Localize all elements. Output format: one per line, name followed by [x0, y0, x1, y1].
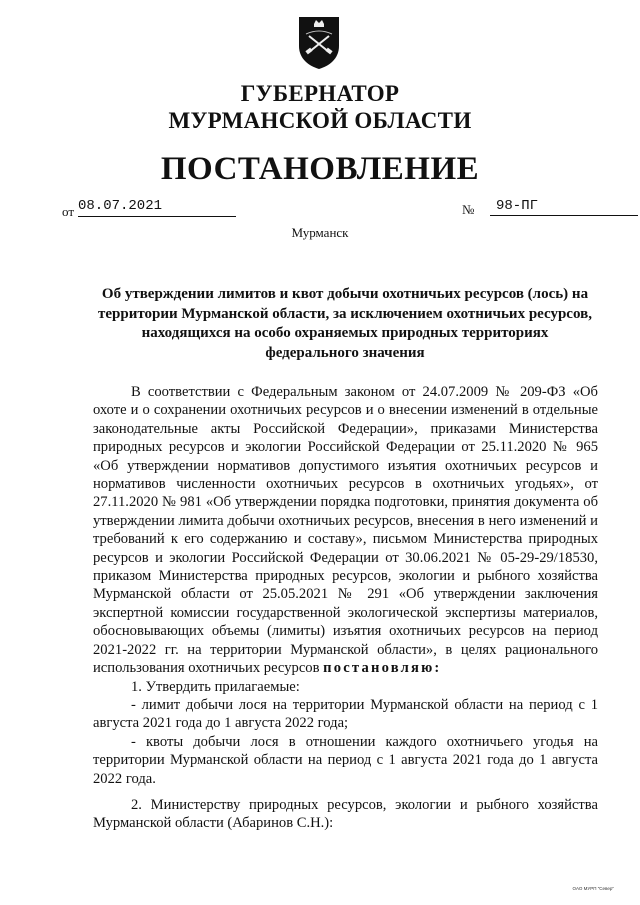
decree-word: постановляю: — [323, 660, 442, 677]
document-type-heading: ПОСТАНОВЛЕНИЕ — [160, 151, 480, 187]
coat-of-arms-icon — [296, 14, 342, 70]
preamble-text: В соответствии с Федеральным законом от 24.07.2009 № 209-ФЗ «Об охоте и о сохранении охотничьих ресурсов и о внесении изменений в отдельные законодательные акты Российской Федерации», приказами Министерства природных ресурсов и экологии Российской Федерации от 25.11.2020 № 965 «Об утверждении нормативов допустимого изъятия охотничьих ресурсов и нормативов численности охотничьих ресурсов в охотничьих угодьях», от 27.11.2020 № 981 «Об утверждении порядка подготовки, принятия документа об утверждении лимита добычи охотничьих ресурсов, внесения в него изменений и требований к его содержанию и составу», письмом Министерства природных ресурсов и экологии Российской Федерации от 30.06.2021 № 05-29-29/18530, приказом Министерства природных ресурсов, экологии и рыбного хозяйства Мурманской области от 25.05.2021 № 291 «Об утверждении заключения экспертной комиссии государственной экологической экспертизы материалов, обосновывающих объемы (лимиты) изъятия охотничьих ресурсов на период 2021-2022 гг. на территории Мурманской области», в целях рационального использования охотничьих ресурсов — [93, 384, 598, 677]
document-body — [93, 383, 598, 833]
preamble-paragraph — [93, 383, 598, 678]
item-2: 2. Министерству природных ресурсов, экологии и рыбного хозяйства Мурманской области (Абаринов С.Н.): — [93, 796, 598, 832]
item-1: 1. Утвердить прилагаемые: — [131, 678, 300, 695]
authority-heading — [0, 80, 640, 134]
number-prefix: № — [462, 202, 475, 217]
item-1-b: - квоты добычи лося в отношении каждого охотничьего угодья на территории Мурманской области на период с 1 августа 2021 года до 1 августа 2022 года. — [93, 733, 598, 787]
authority-line-2: МУРМАНСКОЙ ОБЛАСТИ — [168, 108, 472, 133]
date-number-row — [62, 198, 602, 220]
document-title: Об утверждении лимитов и квот добычи охотничьих ресурсов (лось) на территории Мурманской области, за исключением охотничьих ресурсов, находящихся на особо охраняемых природных территориях федерального значения — [98, 286, 592, 361]
item-1-a: - лимит добычи лося на территории Мурманской области на период с 1 августа 2021 года до 1 августа 2022 года; — [93, 696, 598, 732]
print-mark: ОАО МУРП "Север" — [572, 886, 614, 891]
authority-line-1: ГУБЕРНАТОР — [240, 81, 400, 106]
document-date: 08.07.2021 — [78, 198, 236, 217]
document-number: 98-ПГ — [490, 198, 638, 216]
city-name: Мурманск — [291, 225, 349, 240]
date-prefix: от — [62, 204, 75, 219]
